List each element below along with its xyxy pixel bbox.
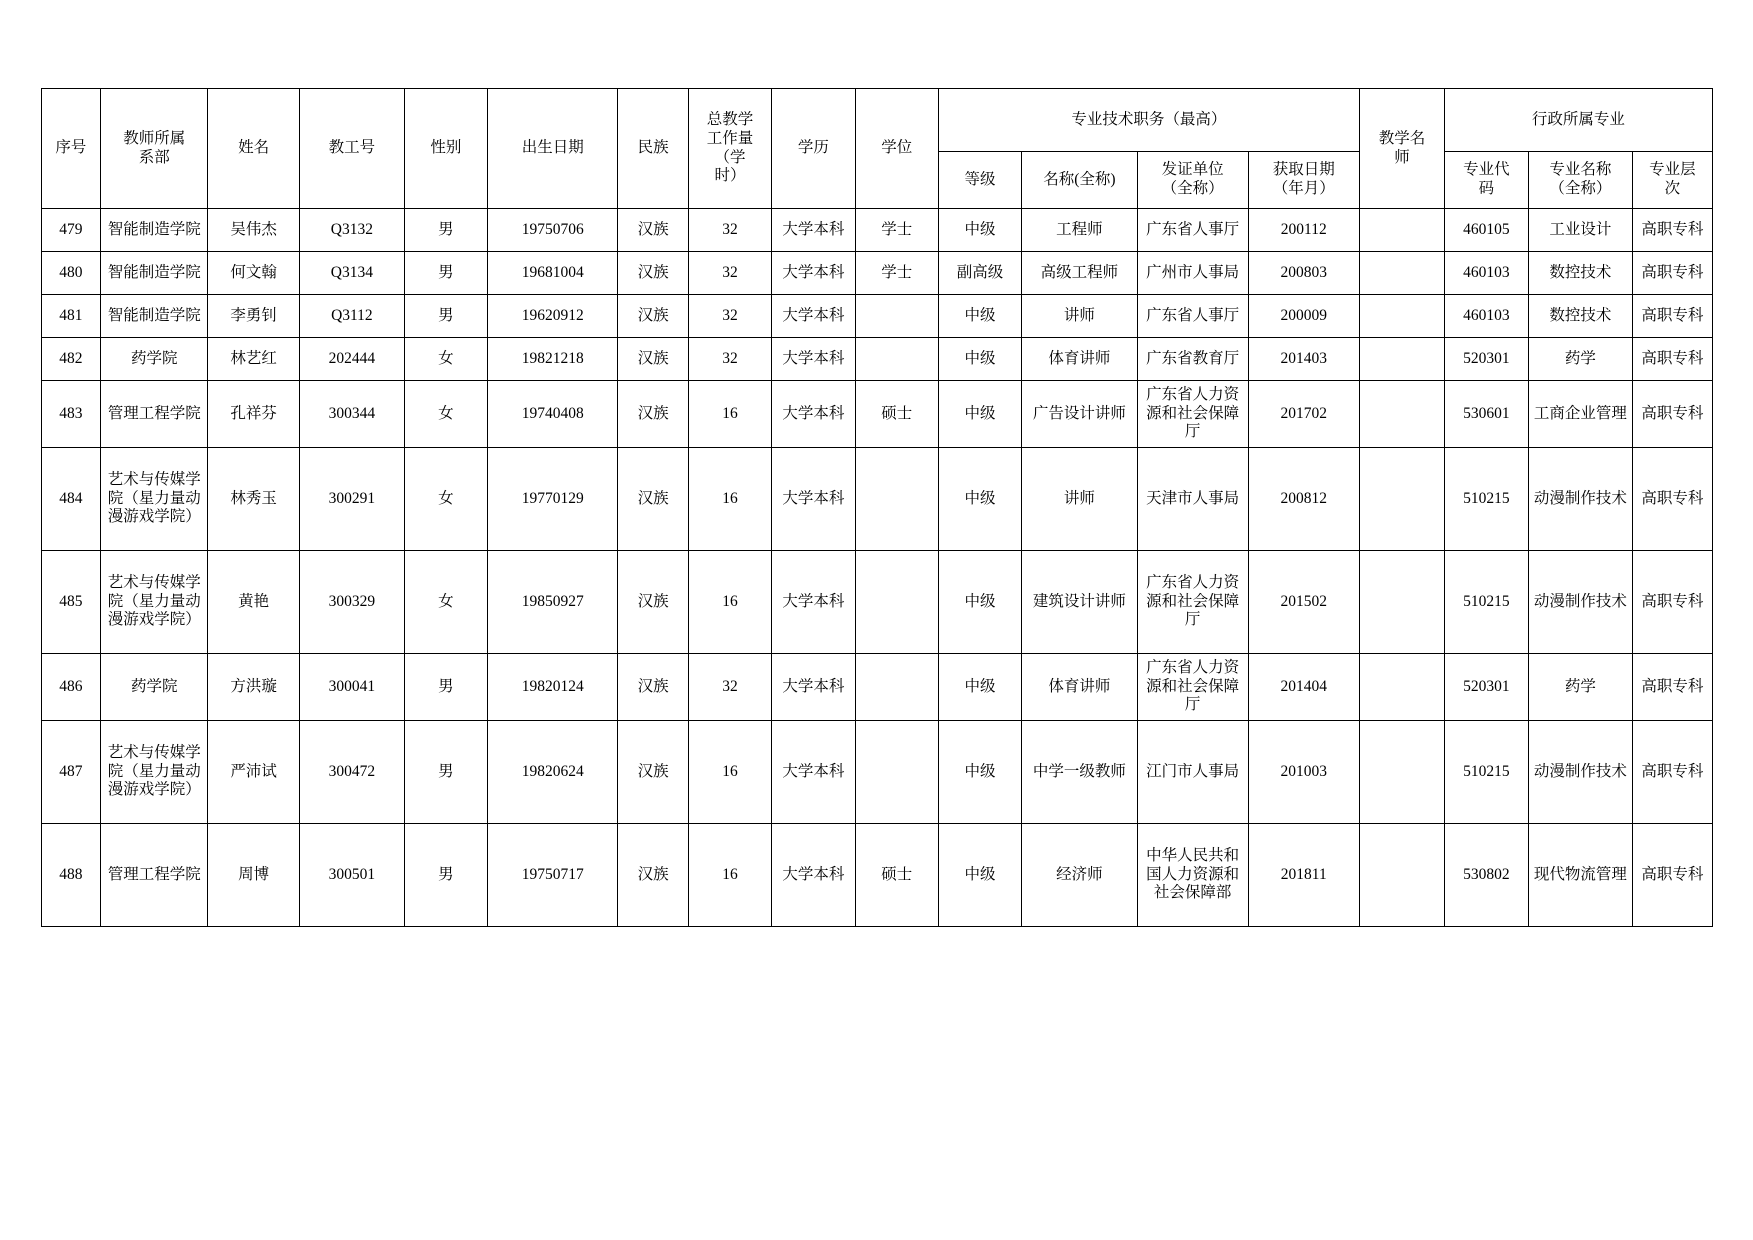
table-row [41,252,1712,295]
cell-seq: 483 [41,381,101,448]
cell-staff-id: 300472 [300,721,405,824]
cell-tech-name: 讲师 [1022,295,1137,338]
cell-gender: 女 [404,448,487,551]
cell-department: 智能制造学院 [101,295,208,338]
cell-tech-name: 体育讲师 [1022,338,1137,381]
cell-obtain-date: 201403 [1248,338,1359,381]
cell-tech-level: 中级 [938,448,1021,551]
cell-name: 林艺红 [208,338,300,381]
cell-seq: 480 [41,252,101,295]
cell-workload: 32 [688,252,771,295]
header-tech-name: 名称(全称) [1022,152,1137,209]
cell-obtain-date: 200812 [1248,448,1359,551]
header-major-name [1528,152,1633,209]
cell-workload: 16 [688,381,771,448]
cell-staff-id: Q3132 [300,209,405,252]
cell-birth-date: 19850927 [488,551,618,654]
cell-degree [855,551,938,654]
header-admin-major-group: 行政所属专业 [1445,89,1712,152]
header-issuer-label: 发证单位 （全称） [1161,161,1224,197]
cell-birth-date: 19740408 [488,381,618,448]
cell-gender: 男 [404,252,487,295]
cell-issuer: 广东省人事厅 [1137,209,1248,252]
cell-major-level: 高职专科 [1633,295,1712,338]
cell-degree [855,721,938,824]
cell-major-level: 高职专科 [1633,551,1712,654]
cell-staff-id: Q3134 [300,252,405,295]
cell-gender: 女 [404,338,487,381]
cell-workload: 16 [688,448,771,551]
cell-tech-name: 体育讲师 [1022,654,1137,721]
cell-major-code: 530802 [1445,824,1528,927]
cell-workload: 32 [688,338,771,381]
cell-education: 大学本科 [772,209,855,252]
cell-major-name: 药学 [1528,338,1633,381]
cell-gender: 男 [404,295,487,338]
cell-name: 方洪璇 [208,654,300,721]
cell-department: 管理工程学院 [101,824,208,927]
cell-seq: 487 [41,721,101,824]
cell-education: 大学本科 [772,721,855,824]
header-major-code-label: 专业代 码 [1463,161,1510,197]
cell-obtain-date: 201811 [1248,824,1359,927]
cell-issuer: 广东省人力资源和社会保障厅 [1137,551,1248,654]
header-row-main [41,89,1712,152]
cell-department: 管理工程学院 [101,381,208,448]
cell-name: 吴伟杰 [208,209,300,252]
cell-issuer: 中华人民共和国人力资源和社会保障部 [1137,824,1248,927]
table-row [41,381,1712,448]
cell-gender: 女 [404,381,487,448]
header-obtain-date-label: 获取日期 （年月） [1272,161,1335,197]
header-tech-post-group: 专业技术职务（最高） [938,89,1359,152]
header-gender: 性别 [404,89,487,209]
header-name: 姓名 [208,89,300,209]
cell-teaching-name [1359,551,1444,654]
cell-department: 智能制造学院 [101,252,208,295]
cell-name: 何文翰 [208,252,300,295]
cell-major-level: 高职专科 [1633,209,1712,252]
cell-teaching-name [1359,824,1444,927]
cell-major-code: 530601 [1445,381,1528,448]
cell-obtain-date: 201003 [1248,721,1359,824]
header-major-name-label: 专业名称 （全称） [1549,161,1612,197]
cell-tech-name: 工程师 [1022,209,1137,252]
cell-gender: 女 [404,551,487,654]
cell-gender: 男 [404,209,487,252]
cell-major-code: 460103 [1445,295,1528,338]
cell-staff-id: Q3112 [300,295,405,338]
cell-issuer: 江门市人事局 [1137,721,1248,824]
cell-major-level: 高职专科 [1633,654,1712,721]
header-ethnicity: 民族 [618,89,689,209]
cell-major-name: 工商企业管理 [1528,381,1633,448]
header-education: 学历 [772,89,855,209]
cell-tech-level: 中级 [938,654,1021,721]
cell-workload: 16 [688,824,771,927]
cell-education: 大学本科 [772,654,855,721]
cell-tech-name: 中学一级教师 [1022,721,1137,824]
cell-seq: 488 [41,824,101,927]
cell-tech-name: 经济师 [1022,824,1137,927]
cell-tech-level: 中级 [938,338,1021,381]
header-major-level [1633,152,1712,209]
cell-obtain-date: 200009 [1248,295,1359,338]
roster-table-container [41,88,1713,927]
cell-degree [855,338,938,381]
cell-major-name: 现代物流管理 [1528,824,1633,927]
cell-birth-date: 19820124 [488,654,618,721]
cell-issuer: 广东省教育厅 [1137,338,1248,381]
cell-tech-name: 高级工程师 [1022,252,1137,295]
cell-name: 周博 [208,824,300,927]
header-department-label: 教师所属 系部 [123,129,186,166]
cell-tech-level: 中级 [938,209,1021,252]
cell-tech-name: 建筑设计讲师 [1022,551,1137,654]
table-row [41,338,1712,381]
header-obtain-date [1248,152,1359,209]
cell-seq: 484 [41,448,101,551]
header-workload [688,89,771,209]
cell-degree [855,448,938,551]
cell-teaching-name [1359,448,1444,551]
cell-education: 大学本科 [772,252,855,295]
header-workload-label: 总教学 工作量 （学 时） [706,110,754,185]
cell-birth-date: 19770129 [488,448,618,551]
header-major-level-label: 专业层 次 [1649,161,1696,197]
header-tech-level: 等级 [938,152,1021,209]
cell-degree [855,295,938,338]
cell-birth-date: 19620912 [488,295,618,338]
header-issuer [1137,152,1248,209]
cell-name: 林秀玉 [208,448,300,551]
cell-name: 李勇钊 [208,295,300,338]
cell-staff-id: 300501 [300,824,405,927]
cell-workload: 32 [688,209,771,252]
header-department [101,89,208,209]
roster-body [41,209,1712,927]
cell-birth-date: 19681004 [488,252,618,295]
cell-tech-level: 中级 [938,551,1021,654]
cell-teaching-name [1359,252,1444,295]
header-major-code [1445,152,1528,209]
cell-major-code: 510215 [1445,551,1528,654]
header-staff-id: 教工号 [300,89,405,209]
cell-major-name: 工业设计 [1528,209,1633,252]
cell-major-code: 460103 [1445,252,1528,295]
cell-major-code: 510215 [1445,721,1528,824]
cell-department: 艺术与传媒学院（星力量动漫游戏学院） [101,721,208,824]
cell-obtain-date: 200803 [1248,252,1359,295]
table-row [41,824,1712,927]
cell-seq: 481 [41,295,101,338]
cell-ethnicity: 汉族 [618,721,689,824]
cell-birth-date: 19750717 [488,824,618,927]
cell-name: 黄艳 [208,551,300,654]
cell-issuer: 广东省人力资源和社会保障厅 [1137,381,1248,448]
cell-major-name: 数控技术 [1528,295,1633,338]
cell-tech-level: 副高级 [938,252,1021,295]
cell-staff-id: 300344 [300,381,405,448]
cell-teaching-name [1359,338,1444,381]
cell-department: 智能制造学院 [101,209,208,252]
cell-teaching-name [1359,654,1444,721]
cell-degree: 学士 [855,209,938,252]
cell-obtain-date: 201702 [1248,381,1359,448]
cell-staff-id: 300291 [300,448,405,551]
table-row [41,654,1712,721]
cell-gender: 男 [404,824,487,927]
cell-birth-date: 19750706 [488,209,618,252]
cell-ethnicity: 汉族 [618,338,689,381]
teacher-roster-table [41,88,1713,927]
cell-ethnicity: 汉族 [618,252,689,295]
header-birth-date: 出生日期 [488,89,618,209]
cell-major-level: 高职专科 [1633,721,1712,824]
cell-department: 艺术与传媒学院（星力量动漫游戏学院） [101,551,208,654]
cell-major-name: 动漫制作技术 [1528,721,1633,824]
cell-obtain-date: 201404 [1248,654,1359,721]
cell-staff-id: 300041 [300,654,405,721]
cell-ethnicity: 汉族 [618,295,689,338]
cell-education: 大学本科 [772,824,855,927]
cell-degree: 硕士 [855,381,938,448]
cell-ethnicity: 汉族 [618,824,689,927]
cell-major-code: 510215 [1445,448,1528,551]
cell-ethnicity: 汉族 [618,551,689,654]
cell-obtain-date: 200112 [1248,209,1359,252]
cell-workload: 16 [688,721,771,824]
cell-education: 大学本科 [772,338,855,381]
cell-major-level: 高职专科 [1633,252,1712,295]
cell-workload: 16 [688,551,771,654]
cell-issuer: 广州市人事局 [1137,252,1248,295]
cell-ethnicity: 汉族 [618,381,689,448]
cell-seq: 482 [41,338,101,381]
header-seq: 序号 [41,89,101,209]
cell-seq: 485 [41,551,101,654]
cell-ethnicity: 汉族 [618,654,689,721]
header-teaching-name-label: 教学名 师 [1378,129,1426,166]
cell-major-level: 高职专科 [1633,338,1712,381]
header-degree: 学位 [855,89,938,209]
cell-tech-level: 中级 [938,381,1021,448]
cell-major-level: 高职专科 [1633,824,1712,927]
table-row [41,448,1712,551]
cell-education: 大学本科 [772,295,855,338]
table-row [41,721,1712,824]
cell-major-level: 高职专科 [1633,381,1712,448]
table-row [41,551,1712,654]
cell-teaching-name [1359,209,1444,252]
cell-teaching-name [1359,381,1444,448]
cell-issuer: 广东省人事厅 [1137,295,1248,338]
cell-obtain-date: 201502 [1248,551,1359,654]
cell-major-name: 动漫制作技术 [1528,448,1633,551]
cell-workload: 32 [688,295,771,338]
cell-teaching-name [1359,295,1444,338]
cell-birth-date: 19821218 [488,338,618,381]
cell-major-code: 520301 [1445,654,1528,721]
cell-department: 艺术与传媒学院（星力量动漫游戏学院） [101,448,208,551]
cell-staff-id: 300329 [300,551,405,654]
cell-tech-level: 中级 [938,824,1021,927]
cell-workload: 32 [688,654,771,721]
cell-major-name: 动漫制作技术 [1528,551,1633,654]
cell-seq: 479 [41,209,101,252]
cell-seq: 486 [41,654,101,721]
cell-education: 大学本科 [772,448,855,551]
cell-name: 严沛试 [208,721,300,824]
cell-education: 大学本科 [772,551,855,654]
cell-major-code: 460105 [1445,209,1528,252]
cell-major-name: 药学 [1528,654,1633,721]
cell-teaching-name [1359,721,1444,824]
cell-birth-date: 19820624 [488,721,618,824]
cell-ethnicity: 汉族 [618,209,689,252]
cell-major-code: 520301 [1445,338,1528,381]
cell-degree: 学士 [855,252,938,295]
cell-major-name: 数控技术 [1528,252,1633,295]
cell-major-level: 高职专科 [1633,448,1712,551]
cell-tech-level: 中级 [938,295,1021,338]
cell-tech-level: 中级 [938,721,1021,824]
cell-education: 大学本科 [772,381,855,448]
cell-gender: 男 [404,721,487,824]
cell-issuer: 天津市人事局 [1137,448,1248,551]
cell-tech-name: 广告设计讲师 [1022,381,1137,448]
cell-tech-name: 讲师 [1022,448,1137,551]
cell-issuer: 广东省人力资源和社会保障厅 [1137,654,1248,721]
cell-department: 药学院 [101,654,208,721]
cell-degree [855,654,938,721]
cell-name: 孔祥芬 [208,381,300,448]
cell-department: 药学院 [101,338,208,381]
table-row [41,295,1712,338]
cell-gender: 男 [404,654,487,721]
cell-ethnicity: 汉族 [618,448,689,551]
cell-staff-id: 202444 [300,338,405,381]
table-row [41,209,1712,252]
cell-degree: 硕士 [855,824,938,927]
header-teaching-name [1359,89,1444,209]
